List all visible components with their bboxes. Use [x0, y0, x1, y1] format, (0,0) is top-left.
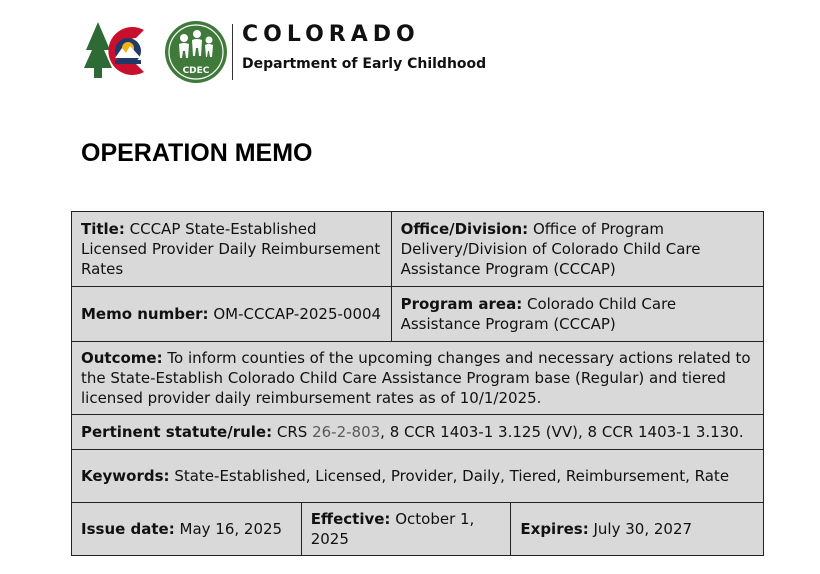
title-label: Title:	[81, 220, 125, 238]
keywords-value: State-Established, Licensed, Provider, Daily, Tiered, Reimbursement, Rate	[174, 467, 730, 485]
cdec-badge-text: CDEC	[182, 66, 210, 76]
table-row	[72, 415, 764, 450]
expires-cell	[511, 503, 764, 556]
statute-prefix: CRS	[276, 423, 308, 441]
table-row	[72, 503, 764, 556]
state-wordmark: COLORADO	[242, 22, 420, 47]
issue-date-label: Issue date:	[81, 520, 175, 538]
effective-value: October 1, 2025	[310, 510, 475, 548]
effective-cell	[301, 503, 511, 556]
outcome-label: Outcome:	[81, 349, 163, 367]
table-row	[72, 287, 764, 342]
expires-label: Expires:	[520, 520, 589, 538]
program-area-label: Program area:	[400, 295, 523, 313]
expires-value: July 30, 2027	[593, 520, 693, 538]
statute-label: Pertinent statute/rule:	[81, 423, 273, 441]
table-row	[72, 450, 764, 503]
outcome-value: To inform counties of the upcoming changes and necessary actions related to the State-Establish Colorado Child Care Assistance Program base (Regular) and tiered licensed provider daily reimbursement rates as of 10/1/2025.	[81, 349, 751, 407]
program-area-value: Colorado Child Care Assistance Program (CCCAP)	[400, 295, 677, 333]
cdec-badge-icon	[164, 20, 228, 84]
keywords-label: Keywords:	[81, 467, 170, 485]
office-cell	[391, 212, 763, 287]
title-cell	[72, 212, 392, 287]
effective-label: Effective:	[310, 510, 391, 528]
issue-date-cell	[72, 503, 302, 556]
office-value: Office of Program Delivery/Division of Colorado Child Care Assistance Program (CCCAP)	[400, 220, 701, 278]
outcome-cell	[72, 342, 764, 415]
program-area-cell	[391, 287, 763, 342]
issue-date-value: May 16, 2025	[179, 520, 283, 538]
logo-divider	[232, 24, 233, 80]
statute-rest: , 8 CCR 1403-1 3.125 (VV), 8 CCR 1403-1 3.130.	[380, 423, 744, 441]
memo-info-table	[71, 211, 764, 556]
table-row	[72, 212, 764, 287]
memo-number-cell	[72, 287, 392, 342]
colorado-logo-icon	[84, 20, 160, 82]
memo-heading: OPERATION MEMO	[81, 139, 313, 167]
memo-number-value: OM-CCCAP-2025-0004	[213, 305, 382, 323]
keywords-cell	[72, 450, 764, 503]
office-label: Office/Division:	[400, 220, 529, 238]
table-row	[72, 342, 764, 415]
department-name: Department of Early Childhood	[242, 56, 487, 72]
title-value: CCCAP State-Established Licensed Provider Daily Reimbursement Rates	[81, 220, 381, 278]
statute-link[interactable]: 26-2-803	[312, 423, 381, 441]
statute-cell	[72, 415, 764, 450]
memo-number-label: Memo number:	[81, 305, 209, 323]
